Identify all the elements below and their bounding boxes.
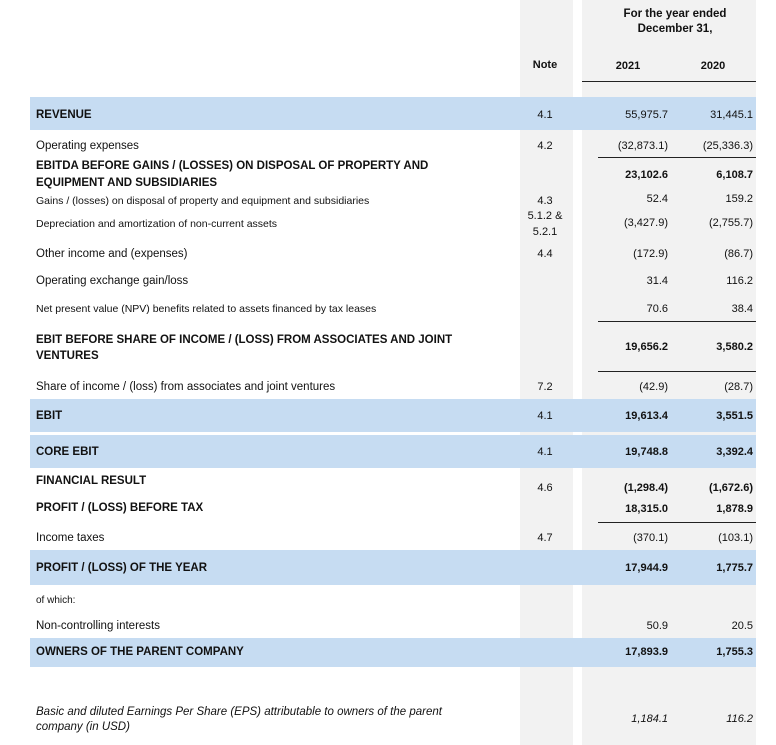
gains-note: 4.3 xyxy=(537,195,553,207)
ebit-note: 4.1 xyxy=(537,410,553,422)
opex-note: 4.2 xyxy=(537,140,553,152)
revenue-2021: 55,975.7 xyxy=(625,109,668,121)
revenue-label: REVENUE xyxy=(36,109,92,121)
npv-rule xyxy=(598,321,756,322)
profit-year-label: PROFIT / (LOSS) OF THE YEAR xyxy=(36,562,208,574)
ebit-before-2021: 19,656.2 xyxy=(625,341,668,353)
period-heading xyxy=(590,7,760,37)
income-taxes-2020: (103.1) xyxy=(718,532,753,544)
pbt-2020: 1,878.9 xyxy=(716,503,753,515)
eps-label-1: Basic and diluted Earnings Per Share (EPS) attributable to owners of the parent xyxy=(36,706,442,718)
ebitda-2020: 6,108.7 xyxy=(716,169,753,181)
gains-2021: 52.4 xyxy=(646,193,668,205)
depreciation-note-1: 5.1.2 & xyxy=(527,210,563,222)
ebit-before-rule xyxy=(598,371,756,372)
share-income-label: Share of income / (loss) from associates and joint ventures xyxy=(36,381,336,393)
other-income-label: Other income and (expenses) xyxy=(36,248,188,260)
header-rule xyxy=(582,81,756,82)
opex-2021: (32,873.1) xyxy=(617,140,668,152)
year-2020-header: 2020 xyxy=(700,60,726,72)
depreciation-2021: (3,427.9) xyxy=(623,217,668,229)
financial-label: FINANCIAL RESULT xyxy=(36,475,147,487)
of-which-label: of which: xyxy=(36,595,76,606)
revenue-note: 4.1 xyxy=(537,109,553,121)
pbt-rule xyxy=(598,522,756,523)
note-header: Note xyxy=(532,59,558,71)
ebitda-label-2: EQUIPMENT AND SUBSIDIARIES xyxy=(36,177,218,189)
npv-2020: 38.4 xyxy=(731,303,753,315)
profit-year-2021: 17,944.9 xyxy=(625,562,668,574)
pbt-label: PROFIT / (LOSS) BEFORE TAX xyxy=(36,502,204,514)
npv-2021: 70.6 xyxy=(646,303,668,315)
ebitda-2021: 23,102.6 xyxy=(625,169,668,181)
nci-2021: 50.9 xyxy=(646,620,668,632)
opex-2020: (25,336.3) xyxy=(702,140,753,152)
fx-label: Operating exchange gain/loss xyxy=(36,275,189,287)
financial-2020: (1,672.6) xyxy=(708,482,753,494)
eps-2020: 116.2 xyxy=(726,713,753,725)
income-taxes-2021: (370.1) xyxy=(633,532,668,544)
income-taxes-note: 4.7 xyxy=(537,532,553,544)
ebit-label: EBIT xyxy=(36,410,63,422)
revenue-2020: 31,445.1 xyxy=(710,109,753,121)
gains-label: Gains / (losses) on disposal of property and equipment and subsidiaries xyxy=(36,195,370,207)
ebit-before-label-2: VENTURES xyxy=(36,350,99,362)
other-income-2020: (86.7) xyxy=(724,248,753,260)
other-income-note: 4.4 xyxy=(537,248,553,260)
ebit-2020: 3,551.5 xyxy=(716,410,753,422)
pbt-2021: 18,315.0 xyxy=(625,503,668,515)
depreciation-label: Depreciation and amortization of non-current assets xyxy=(36,218,278,230)
financial-note: 4.6 xyxy=(537,482,553,494)
ebit-before-label-1: EBIT BEFORE SHARE OF INCOME / (LOSS) FROM ASSOCIATES AND JOINT xyxy=(36,334,453,346)
income-taxes-label: Income taxes xyxy=(36,532,105,544)
opex-rule xyxy=(598,157,756,158)
ebit-before-2020: 3,580.2 xyxy=(716,341,753,353)
nci-label: Non-controlling interests xyxy=(36,620,161,632)
npv-label: Net present value (NPV) benefits related to assets financed by tax leases xyxy=(36,303,377,315)
year-2021-header: 2021 xyxy=(615,60,641,72)
period-line-2: December 31, xyxy=(637,23,713,35)
gains-2020: 159.2 xyxy=(725,193,753,205)
fx-2020: 116.2 xyxy=(726,275,753,287)
fx-2021: 31.4 xyxy=(646,275,668,287)
eps-label-2: company (in USD) xyxy=(36,721,130,733)
other-income-2021: (172.9) xyxy=(633,248,668,260)
owners-2020: 1,755.3 xyxy=(716,646,753,658)
depreciation-note-2: 5.2.1 xyxy=(532,226,558,238)
period-line-1: For the year ended xyxy=(623,8,727,20)
depreciation-2020: (2,755.7) xyxy=(708,217,753,229)
profit-year-2020: 1,775.7 xyxy=(716,562,753,574)
nci-2020: 20.5 xyxy=(731,620,753,632)
core-ebit-note: 4.1 xyxy=(537,446,553,458)
eps-2021: 1,184.1 xyxy=(631,713,668,725)
core-ebit-label: CORE EBIT xyxy=(36,446,99,458)
opex-label: Operating expenses xyxy=(36,140,139,152)
ebitda-label-1: EBITDA BEFORE GAINS / (LOSSES) ON DISPOSAL OF PROPERTY AND xyxy=(36,160,429,172)
owners-label: OWNERS OF THE PARENT COMPANY xyxy=(36,646,244,658)
ebit-2021: 19,613.4 xyxy=(625,410,668,422)
core-ebit-2020: 3,392.4 xyxy=(716,446,753,458)
financial-2021: (1,298.4) xyxy=(623,482,668,494)
core-ebit-2021: 19,748.8 xyxy=(625,446,668,458)
share-income-note: 7.2 xyxy=(537,381,553,393)
owners-2021: 17,893.9 xyxy=(625,646,668,658)
share-income-2021: (42.9) xyxy=(639,381,668,393)
share-income-2020: (28.7) xyxy=(724,381,753,393)
